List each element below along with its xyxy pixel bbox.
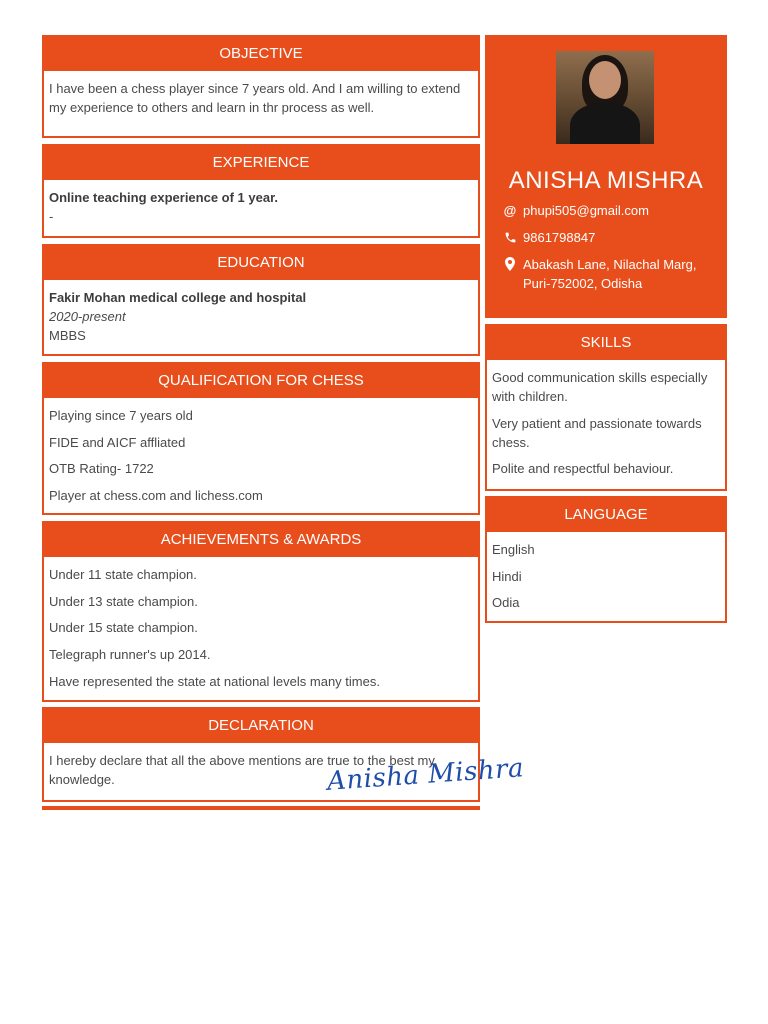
experience-section (42, 144, 480, 238)
phone-icon (502, 229, 518, 245)
list-item: Under 11 state champion. (49, 567, 197, 582)
bottom-divider (42, 806, 480, 810)
list-item: OTB Rating- 1722 (49, 461, 154, 477)
list-item: Good communication skills especially with children. (492, 370, 708, 404)
signature: Anisha Mishra (326, 753, 525, 797)
education-section (42, 244, 480, 356)
at-icon: @ (503, 202, 517, 218)
education-institution: Fakir Mohan medical college and hospital (49, 290, 307, 305)
skills-heading: SKILLS (487, 326, 725, 360)
objective-section (42, 35, 480, 138)
profile-name: ANISHA MISHRA (508, 167, 704, 194)
experience-heading: EXPERIENCE (44, 146, 478, 180)
list-item: Telegraph runner's up 2014. (49, 647, 211, 663)
contact-email (502, 201, 717, 220)
list-item: Polite and respectful behaviour. (492, 461, 674, 477)
profile-photo (556, 51, 654, 144)
language-section (485, 496, 727, 623)
achievements-section (42, 521, 480, 702)
contact-phone (502, 228, 717, 247)
list-item: English (492, 542, 535, 557)
objective-heading: OBJECTIVE (44, 37, 478, 71)
list-item: Playing since 7 years old (49, 408, 193, 423)
list-item: Have represented the state at national levels many times. (49, 673, 380, 689)
address-text: Abakash Lane, Nilachal Marg, Puri-752002, Odisha (523, 257, 697, 291)
list-item: Under 13 state champion. (49, 593, 198, 609)
declaration-text: I hereby declare that all the above mentions are true to the best my knowledge. (49, 753, 435, 787)
experience-detail: - (49, 209, 54, 224)
list-item: Hindi (492, 568, 522, 584)
experience-line: Online teaching experience of 1 year. (49, 190, 279, 205)
email-text: phupi505@gmail.com (523, 203, 649, 218)
phone-text: 9861798847 (523, 230, 596, 245)
location-pin-icon (502, 256, 518, 272)
skills-section (485, 324, 727, 491)
list-item: Odia (492, 595, 520, 611)
list-item: FIDE and AICF affliated (49, 434, 186, 450)
education-heading: EDUCATION (44, 246, 478, 280)
list-item: Under 15 state champion. (49, 620, 198, 636)
qualification-heading: QUALIFICATION FOR CHESS (44, 364, 478, 398)
profile-card (485, 35, 727, 318)
declaration-heading: DECLARATION (44, 709, 478, 743)
language-heading: LANGUAGE (487, 498, 725, 532)
objective-text: I have been a chess player since 7 years old. And I am willing to extend my experience to others and learn in thr process as well. (49, 81, 461, 115)
contact-address (502, 255, 717, 293)
education-degree: MBBS (49, 328, 86, 343)
achievements-heading: ACHIEVEMENTS & AWARDS (44, 523, 478, 557)
list-item: Very patient and passionate towards chess. (492, 415, 702, 450)
qualification-section (42, 362, 480, 515)
education-period: 2020-present (49, 309, 126, 324)
list-item: Player at chess.com and lichess.com (49, 488, 263, 504)
